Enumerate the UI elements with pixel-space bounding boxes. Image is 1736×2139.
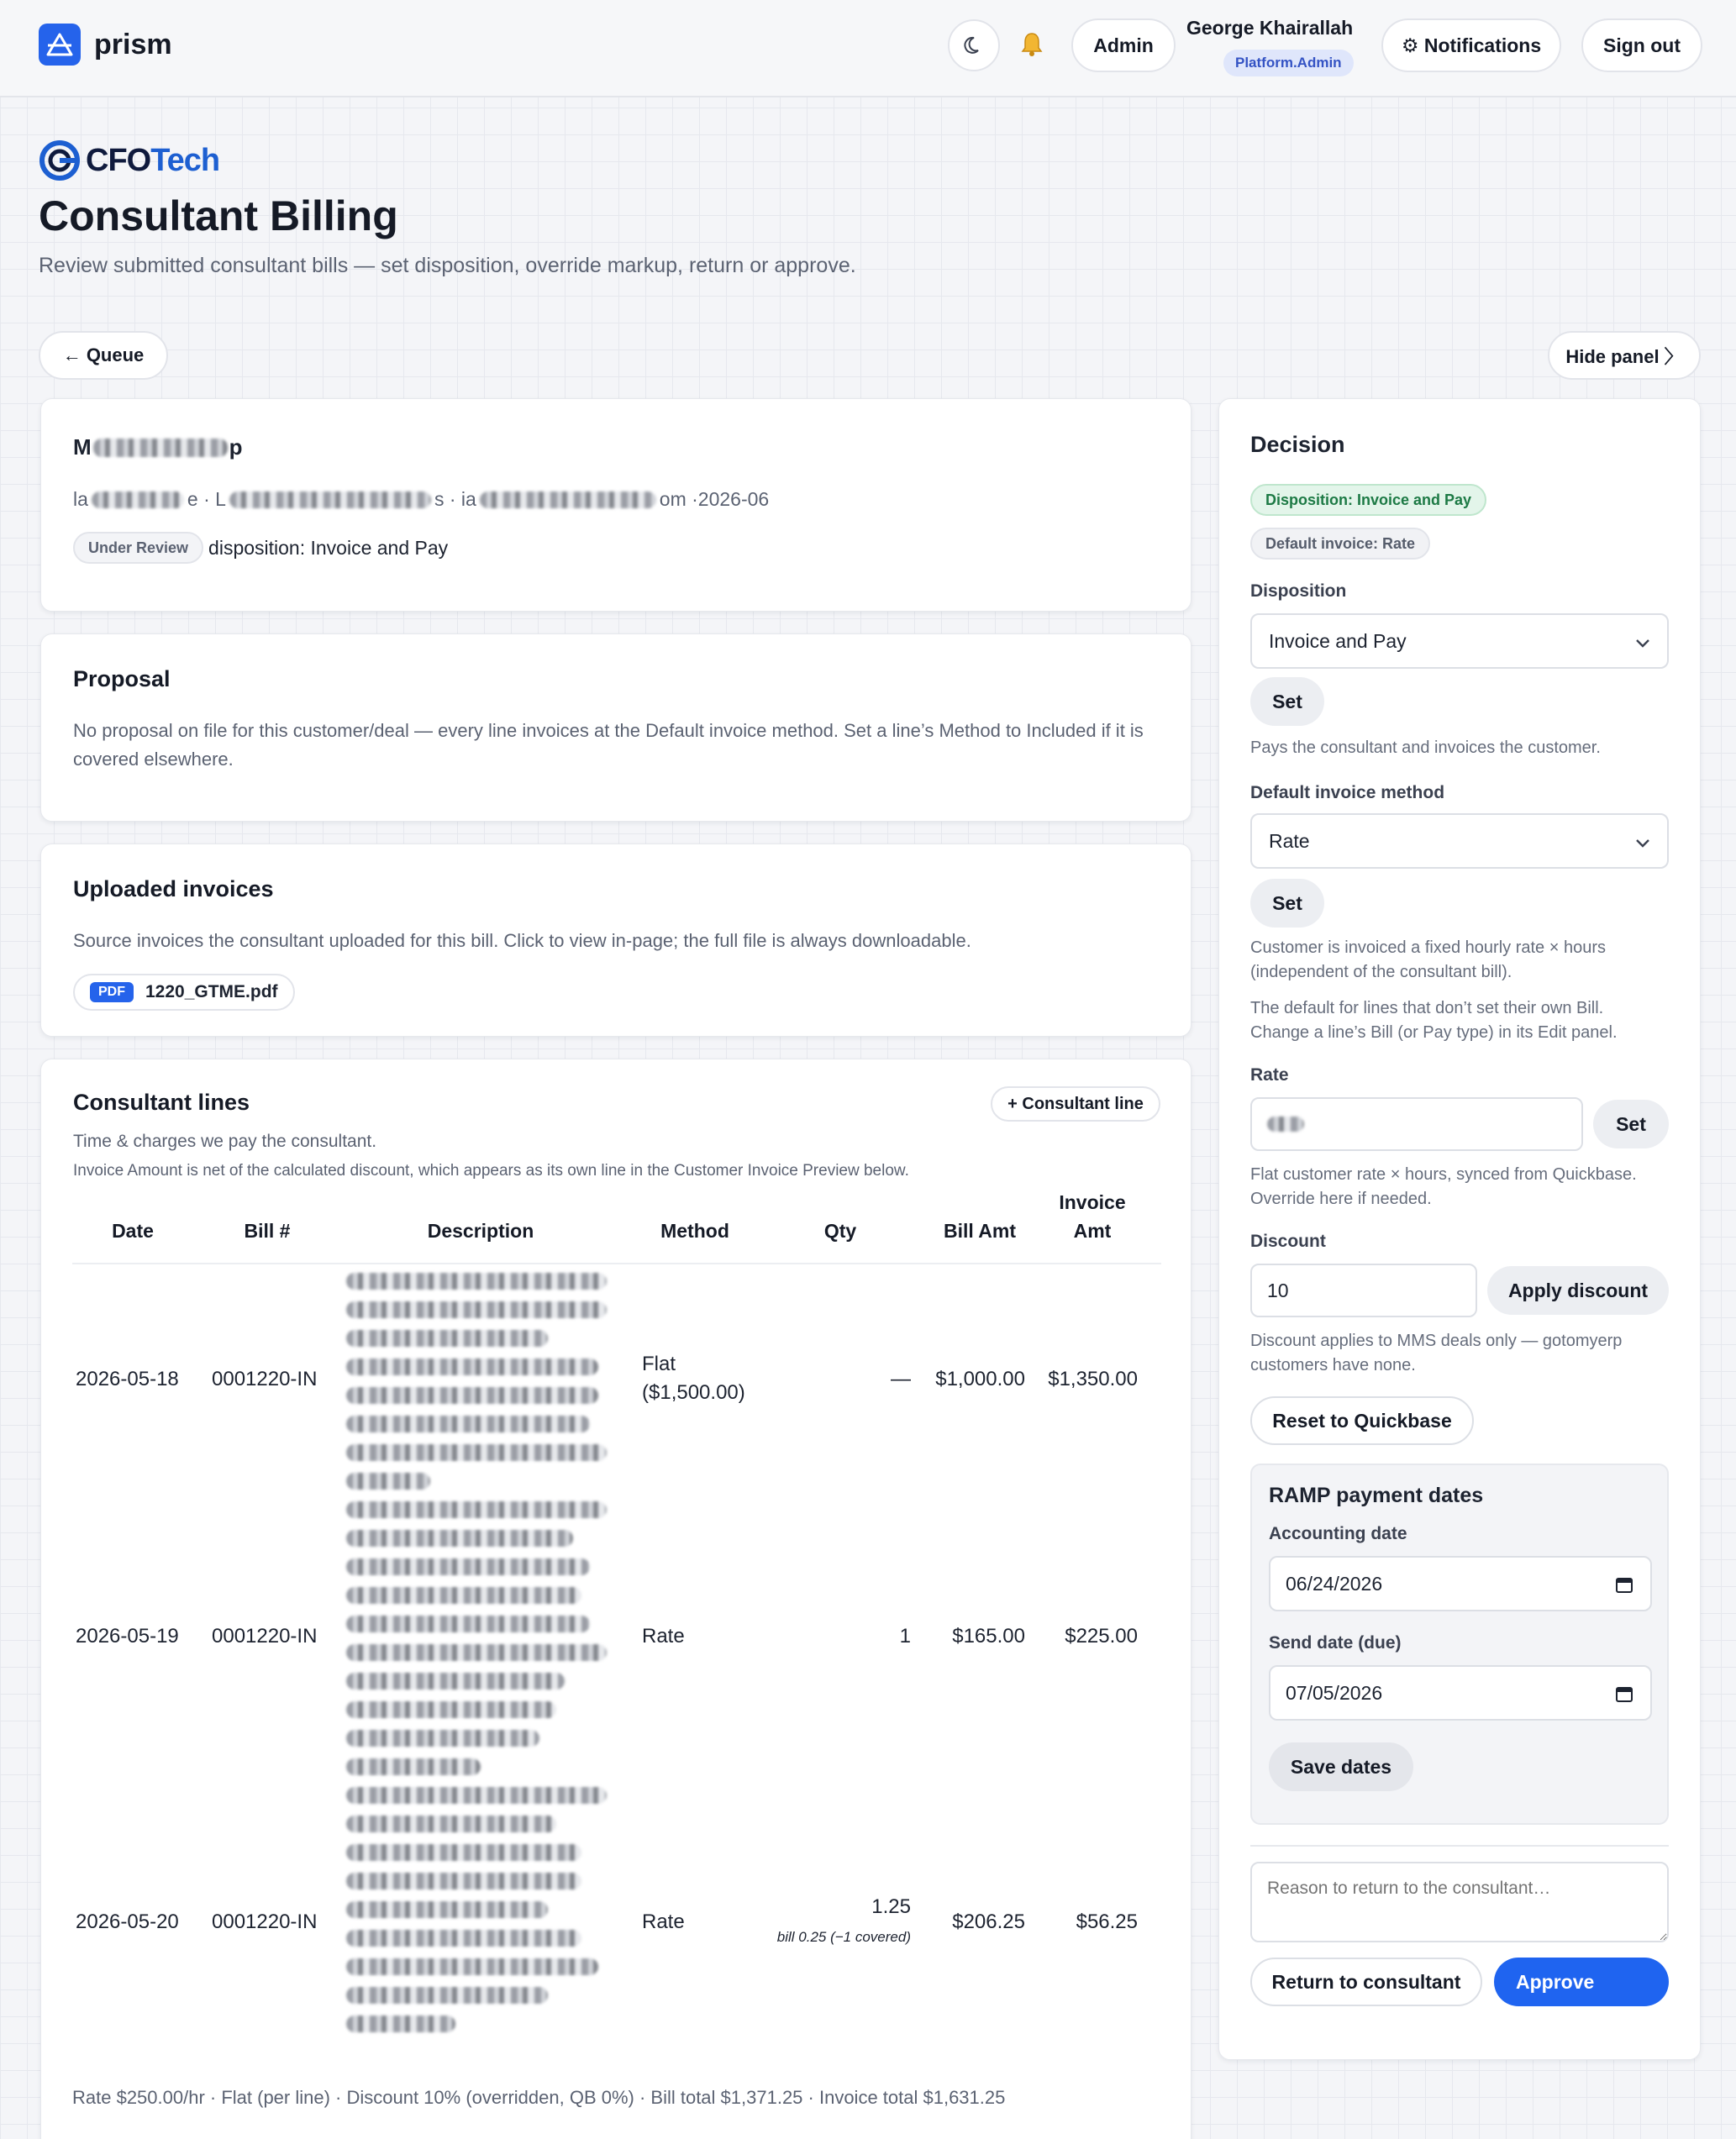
rate-help-1: Flat customer rate × hours, synced from Quickbase. xyxy=(1250,1165,1637,1184)
apply-discount-button[interactable]: Apply discount xyxy=(1487,1266,1669,1315)
cfotech-logo-icon xyxy=(39,139,81,181)
consultant-name: M p xyxy=(73,434,243,460)
uploads-title: Uploaded invoices xyxy=(73,876,274,901)
discount-label: Discount xyxy=(1250,1232,1326,1251)
col-invoice-amt-1: Invoice xyxy=(1059,1191,1126,1213)
decision-title: Decision xyxy=(1250,432,1345,457)
rate-help-2: Override here if needed. xyxy=(1250,1190,1432,1208)
back-to-queue-button[interactable]: ← Queue xyxy=(39,331,168,380)
default-method-label: Default invoice method xyxy=(1250,783,1445,802)
disposition-text: disposition: Invoice and Pay xyxy=(208,536,449,559)
return-to-consultant-button[interactable]: Return to consultant xyxy=(1250,1958,1482,2006)
send-date-input[interactable] xyxy=(1269,1665,1652,1721)
col-method: Method xyxy=(660,1220,729,1242)
reset-to-quickbase-button[interactable]: Reset to Quickbase xyxy=(1250,1396,1474,1445)
row-qty-note: bill 0.25 (−1 covered) xyxy=(776,1929,911,1945)
user-role-badge: Platform.Admin xyxy=(1223,50,1354,76)
pdf-icon: PDF xyxy=(90,982,134,1002)
col-bill: Bill # xyxy=(244,1220,291,1242)
lines-subtitle: Time & charges we pay the consultant. xyxy=(73,1132,377,1151)
uploaded-file-chip[interactable] xyxy=(73,974,295,1011)
discount-help-1: Discount applies to MMS deals only — gotomyerp xyxy=(1250,1332,1623,1350)
add-consultant-line-button[interactable]: + Consultant line xyxy=(991,1086,1160,1122)
row-bill-amt: $165.00 xyxy=(952,1625,1025,1648)
client-logo-tech: Tech xyxy=(150,142,220,178)
calendar-icon[interactable] xyxy=(1615,1684,1633,1703)
client-logo-cfo: CFO xyxy=(86,142,151,178)
row-description xyxy=(346,1495,615,1781)
row-bill-number: 0001220-IN xyxy=(212,1910,318,1933)
row-date: 2026-05-18 xyxy=(76,1368,179,1390)
bill-header-card xyxy=(40,398,1192,612)
user-name: George Khairallah xyxy=(1186,17,1354,39)
calendar-icon[interactable] xyxy=(1615,1575,1633,1594)
hide-panel-button[interactable]: Hide panel 〉 xyxy=(1548,331,1701,380)
approve-button[interactable]: Approve xyxy=(1494,1958,1669,2006)
chevron-down-icon xyxy=(1633,833,1652,852)
disposition-select-value: Invoice and Pay xyxy=(1269,629,1407,652)
default-invoice-tag: Default invoice: Rate xyxy=(1250,528,1430,560)
row-method: Flat xyxy=(642,1353,676,1375)
method-help-3: The default for lines that don’t set their own Bill. xyxy=(1250,999,1604,1017)
col-invoice-amt-2: Amt xyxy=(1073,1220,1112,1242)
disposition-help: Pays the consultant and invoices the customer. xyxy=(1250,738,1601,757)
admin-button[interactable]: Admin xyxy=(1071,18,1176,72)
moon-icon xyxy=(963,34,985,56)
discount-input[interactable]: 10 xyxy=(1250,1264,1477,1317)
save-dates-button[interactable]: Save dates xyxy=(1269,1742,1413,1791)
return-reason-input[interactable] xyxy=(1250,1862,1669,1942)
chevron-down-icon xyxy=(1633,633,1652,652)
set-rate-button[interactable]: Set xyxy=(1593,1100,1669,1148)
client-logo xyxy=(39,139,219,181)
proposal-title: Proposal xyxy=(73,666,171,691)
lines-note: Invoice Amount is net of the calculated discount, which appears as its own line in the Customer Invoice Preview below. xyxy=(73,1162,909,1180)
table-header-divider xyxy=(72,1263,1161,1264)
method-help-4: Change a line’s Bill (or Pay type) in its Edit panel. xyxy=(1250,1023,1618,1042)
bill-meta: la e · L s · ia om · 2026-06 xyxy=(73,488,770,510)
set-method-button[interactable]: Set xyxy=(1250,879,1324,928)
row-qty: — xyxy=(891,1368,911,1390)
ramp-title: RAMP payment dates xyxy=(1269,1484,1484,1507)
accounting-date-label: Accounting date xyxy=(1269,1524,1407,1543)
status-badge: Under Review xyxy=(73,532,203,564)
row-bill-amt: $206.25 xyxy=(952,1910,1025,1933)
rate-input[interactable] xyxy=(1250,1097,1583,1151)
proposal-body: No proposal on file for this customer/deal — every line invoices at the Default invoice method. Set a line’s Method to Included if it is covered elsewhere. xyxy=(73,720,1144,770)
row-bill-number: 0001220-IN xyxy=(212,1625,318,1648)
sign-out-button[interactable]: Sign out xyxy=(1581,18,1702,72)
method-help-1: Customer is invoiced a fixed hourly rate × hours xyxy=(1250,938,1606,957)
set-disposition-button[interactable]: Set xyxy=(1250,677,1324,726)
row-method: Rate xyxy=(642,1910,685,1933)
default-method-select[interactable] xyxy=(1250,813,1669,869)
col-date: Date xyxy=(112,1220,154,1242)
theme-toggle-button[interactable] xyxy=(948,19,1000,71)
panel-divider xyxy=(1250,1845,1669,1847)
discount-help-2: customers have none. xyxy=(1250,1356,1416,1374)
row-description xyxy=(346,1267,615,1495)
uploaded-invoices-card xyxy=(40,844,1192,1037)
row-date: 2026-05-19 xyxy=(76,1625,179,1648)
col-description: Description xyxy=(427,1220,534,1242)
row-method-detail: ($1,500.00) xyxy=(642,1381,745,1404)
bell-icon[interactable] xyxy=(1019,31,1044,62)
app-name: prism xyxy=(94,28,172,60)
page-subtitle: Review submitted consultant bills — set disposition, override markup, return or approve. xyxy=(39,254,856,277)
lines-summary: Rate $250.00/hr · Flat (per line) · Discount 10% (overridden, QB 0%) · Bill total $1,371.25 · Invoice total $1,631.25 xyxy=(72,2087,1006,2108)
page-title: Consultant Billing xyxy=(39,192,398,239)
accounting-date-input[interactable] xyxy=(1269,1556,1652,1611)
row-bill-number: 0001220-IN xyxy=(212,1368,318,1390)
default-method-select-value: Rate xyxy=(1269,829,1310,852)
send-date-value: 07/05/2026 xyxy=(1286,1681,1383,1704)
brand[interactable] xyxy=(39,24,172,66)
bill-period: 2026-06 xyxy=(697,488,770,510)
row-bill-amt: $1,000.00 xyxy=(935,1368,1025,1390)
row-invoice-amt: $225.00 xyxy=(1065,1625,1138,1648)
lines-title: Consultant lines xyxy=(73,1090,250,1115)
row-method: Rate xyxy=(642,1625,685,1648)
row-qty: 1 xyxy=(899,1625,911,1648)
proposal-card xyxy=(40,633,1192,822)
col-qty: Qty xyxy=(823,1220,857,1242)
disposition-tag: Disposition: Invoice and Pay xyxy=(1250,484,1486,516)
disposition-label: Disposition xyxy=(1250,581,1347,601)
col-bill-amt: Bill Amt xyxy=(943,1220,1017,1242)
rate-label: Rate xyxy=(1250,1065,1289,1085)
notifications-button[interactable]: ⚙ Notifications xyxy=(1381,18,1561,72)
accounting-date-value: 06/24/2026 xyxy=(1286,1572,1383,1595)
row-invoice-amt: $56.25 xyxy=(1076,1910,1138,1933)
disposition-select[interactable] xyxy=(1250,613,1669,669)
row-qty: 1.25 xyxy=(871,1895,911,1918)
row-invoice-amt: $1,350.00 xyxy=(1048,1368,1138,1390)
prism-logo-icon xyxy=(39,24,81,66)
method-help-2: (independent of the consultant bill). xyxy=(1250,963,1512,981)
top-bar xyxy=(0,0,1736,97)
uploaded-file-name: 1220_GTME.pdf xyxy=(145,982,278,1001)
send-date-label: Send date (due) xyxy=(1269,1633,1402,1653)
row-description xyxy=(346,1781,615,2038)
row-date: 2026-05-20 xyxy=(76,1910,179,1933)
uploads-body: Source invoices the consultant uploaded for this bill. Click to view in-page; the full file is always downloadable. xyxy=(73,930,971,951)
